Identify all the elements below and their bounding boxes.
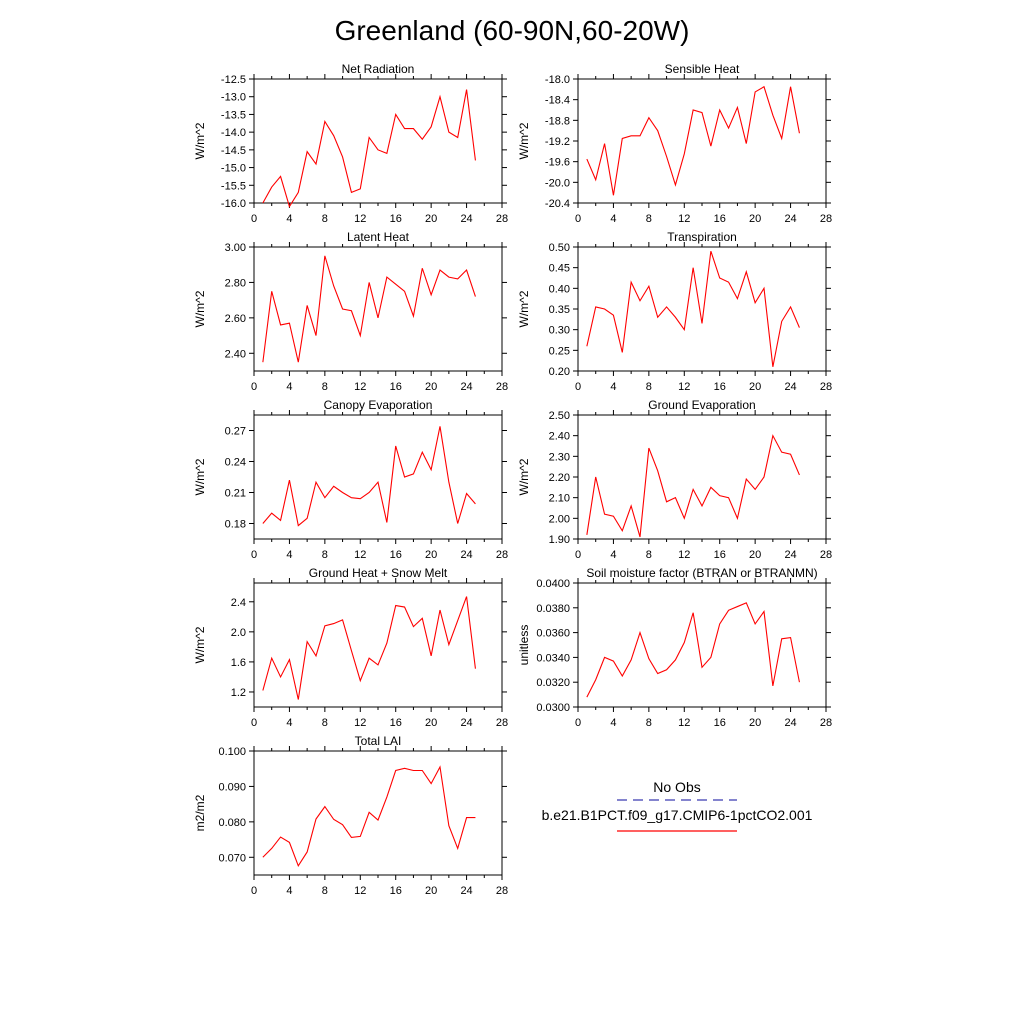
x-tick-label: 16 <box>389 381 402 393</box>
x-tick-label: 24 <box>460 885 473 897</box>
y-tick-label: 0.090 <box>218 781 246 794</box>
panel-transpiration <box>517 230 832 393</box>
y-tick-label: -19.6 <box>544 156 570 169</box>
x-tick-label: 28 <box>495 381 509 393</box>
x-tick-label: 28 <box>819 213 833 225</box>
x-tick-label: 12 <box>354 213 367 225</box>
y-tick-label: -15.0 <box>220 162 246 175</box>
y-tick-label: 2.4 <box>230 596 246 609</box>
y-tick-label: -14.0 <box>220 127 246 140</box>
x-tick-label: 4 <box>610 213 617 225</box>
x-tick-label: 20 <box>425 381 438 393</box>
x-tick-label: 4 <box>286 549 293 561</box>
y-tick-label: 2.0 <box>230 626 246 639</box>
x-tick-label: 24 <box>784 717 797 729</box>
x-tick-label: 28 <box>819 381 833 393</box>
y-tick-label: 3.00 <box>224 242 246 254</box>
x-tick-label: 24 <box>784 381 797 393</box>
x-tick-label: 20 <box>749 213 762 225</box>
y-tick-label: -18.0 <box>544 74 570 86</box>
x-tick-label: 8 <box>321 549 328 561</box>
x-tick-label: 24 <box>460 717 473 729</box>
y-tick-label: -18.8 <box>544 115 570 128</box>
y-tick-label: -20.4 <box>544 198 570 210</box>
plot-frame <box>578 583 826 707</box>
y-axis-label: W/m^2 <box>517 122 531 160</box>
plot-frame <box>254 751 502 875</box>
panel-title: Canopy Evaporation <box>323 398 433 412</box>
y-tick-label: -12.5 <box>220 74 246 86</box>
x-tick-label: 16 <box>713 549 726 561</box>
y-axis-label: W/m^2 <box>517 458 531 496</box>
series-line <box>263 90 476 207</box>
x-tick-label: 28 <box>495 213 509 225</box>
x-tick-label: 8 <box>321 213 328 225</box>
y-axis-label: W/m^2 <box>517 290 531 328</box>
x-tick-label: 16 <box>389 549 402 561</box>
series-line <box>263 256 476 362</box>
y-tick-label: 0.45 <box>548 262 570 275</box>
panel-sensible-heat <box>517 62 832 225</box>
x-tick-label: 12 <box>678 381 691 393</box>
panel-total-lai <box>193 734 508 897</box>
y-tick-label: -13.0 <box>220 91 246 104</box>
x-tick-label: 8 <box>321 885 328 897</box>
y-tick-label: 0.50 <box>548 242 570 254</box>
panel-title: Ground Evaporation <box>648 398 756 412</box>
series-line <box>587 436 800 537</box>
y-tick-label: 0.070 <box>218 852 246 865</box>
y-tick-label: 0.25 <box>548 345 570 358</box>
x-tick-label: 8 <box>645 717 652 729</box>
x-tick-label: 8 <box>645 381 652 393</box>
legend <box>542 779 813 831</box>
panel-title: Sensible Heat <box>664 62 740 76</box>
x-tick-label: 20 <box>749 381 762 393</box>
x-tick-label: 4 <box>610 549 617 561</box>
y-tick-label: 0.0360 <box>536 627 570 640</box>
x-tick-label: 8 <box>645 213 652 225</box>
x-tick-label: 16 <box>389 885 402 897</box>
series-line <box>263 597 476 700</box>
x-tick-label: 28 <box>495 717 509 729</box>
x-tick-label: 20 <box>749 549 762 561</box>
panel-ground-heat-snow-melt <box>193 566 508 729</box>
x-tick-label: 0 <box>250 381 258 393</box>
x-tick-label: 28 <box>819 717 833 729</box>
main-title: Greenland (60-90N,60-20W) <box>334 15 690 46</box>
panel-latent-heat <box>193 230 508 393</box>
y-tick-label: 0.0380 <box>536 602 570 615</box>
y-axis-label: W/m^2 <box>193 290 207 328</box>
x-tick-label: 28 <box>495 885 509 897</box>
plot-frame <box>254 247 502 371</box>
y-tick-label: 2.30 <box>548 451 570 464</box>
y-tick-label: 0.30 <box>548 324 570 337</box>
y-tick-label: 0.0400 <box>536 578 570 590</box>
x-tick-label: 0 <box>574 549 582 561</box>
y-tick-label: 0.24 <box>224 456 246 469</box>
x-tick-label: 12 <box>354 717 367 729</box>
x-tick-label: 0 <box>574 381 582 393</box>
y-tick-label: 0.35 <box>548 304 570 316</box>
y-tick-label: 0.40 <box>548 283 570 296</box>
series-line <box>587 603 800 697</box>
panel-canopy-evaporation <box>193 398 508 561</box>
y-tick-label: -20.0 <box>544 177 570 190</box>
chart-panels <box>193 62 832 897</box>
x-tick-label: 12 <box>354 885 367 897</box>
y-axis-label: W/m^2 <box>193 122 207 160</box>
x-tick-label: 4 <box>610 381 617 393</box>
y-axis-label: m2/m2 <box>193 794 207 832</box>
x-tick-label: 28 <box>819 549 833 561</box>
y-tick-label: -14.5 <box>220 144 246 157</box>
legend-label-no-obs: No Obs <box>653 779 701 795</box>
x-tick-label: 4 <box>286 885 293 897</box>
panel-title: Ground Heat + Snow Melt <box>308 566 448 580</box>
y-tick-label: -18.4 <box>544 94 570 107</box>
y-tick-label: 2.80 <box>224 277 246 290</box>
y-tick-label: 2.50 <box>548 410 570 422</box>
y-tick-label: 0.20 <box>548 366 570 378</box>
x-tick-label: 24 <box>460 213 473 225</box>
y-tick-label: 0.080 <box>218 816 246 829</box>
x-tick-label: 4 <box>286 717 293 729</box>
x-tick-label: 4 <box>610 717 617 729</box>
x-tick-label: 12 <box>354 549 367 561</box>
y-tick-label: 0.21 <box>224 487 246 500</box>
x-tick-label: 24 <box>460 549 473 561</box>
y-tick-label: 1.6 <box>230 656 246 669</box>
x-tick-label: 24 <box>460 381 473 393</box>
x-tick-label: 0 <box>574 717 582 729</box>
series-line <box>587 87 800 196</box>
y-tick-label: -16.0 <box>220 198 246 210</box>
y-axis-label: W/m^2 <box>193 626 207 664</box>
y-tick-label: 0.0320 <box>536 677 570 690</box>
x-tick-label: 24 <box>784 213 797 225</box>
x-tick-label: 16 <box>713 717 726 729</box>
y-tick-label: -13.5 <box>220 109 246 122</box>
y-tick-label: 2.60 <box>224 312 246 325</box>
x-tick-label: 12 <box>678 213 691 225</box>
plot-frame <box>254 415 502 539</box>
y-tick-label: -15.5 <box>220 180 246 193</box>
y-tick-label: 2.40 <box>548 430 570 443</box>
panel-title: Soil moisture factor (BTRAN or BTRANMN) <box>586 566 818 580</box>
series-line <box>587 251 800 367</box>
x-tick-label: 8 <box>321 717 328 729</box>
x-tick-label: 8 <box>645 549 652 561</box>
panel-title: Transpiration <box>667 230 737 244</box>
x-tick-label: 8 <box>321 381 328 393</box>
panel-soil-moisture-factor-btran-or-btranmn <box>517 566 832 729</box>
y-tick-label: 0.0300 <box>536 702 570 714</box>
series-line <box>263 426 476 525</box>
x-tick-label: 12 <box>678 717 691 729</box>
y-tick-label: 0.27 <box>224 425 246 438</box>
panel-net-radiation <box>193 62 508 225</box>
x-tick-label: 16 <box>713 213 726 225</box>
y-tick-label: 2.10 <box>548 492 570 505</box>
x-tick-label: 4 <box>286 381 293 393</box>
x-tick-label: 0 <box>250 213 258 225</box>
x-tick-label: 0 <box>250 885 258 897</box>
y-tick-label: 2.20 <box>548 472 570 484</box>
y-tick-label: 0.18 <box>224 518 246 531</box>
y-tick-label: -19.2 <box>544 136 570 148</box>
legend-label-model: b.e21.B1PCT.f09_g17.CMIP6-1pctCO2.001 <box>541 807 813 823</box>
x-tick-label: 20 <box>749 717 762 729</box>
plot-frame <box>578 415 826 539</box>
y-tick-label: 1.90 <box>548 534 570 546</box>
x-tick-label: 0 <box>574 213 582 225</box>
x-tick-label: 24 <box>784 549 797 561</box>
x-tick-label: 20 <box>425 885 438 897</box>
x-tick-label: 12 <box>354 381 367 393</box>
y-axis-label: W/m^2 <box>193 458 207 496</box>
x-tick-label: 16 <box>389 717 402 729</box>
x-tick-label: 4 <box>286 213 293 225</box>
x-tick-label: 20 <box>425 213 438 225</box>
panel-title: Total LAI <box>354 734 402 748</box>
panel-ground-evaporation <box>517 398 832 561</box>
y-tick-label: 2.00 <box>548 513 570 526</box>
x-tick-label: 28 <box>495 549 509 561</box>
panel-title: Latent Heat <box>346 230 410 244</box>
y-axis-label: unitless <box>517 624 531 666</box>
x-tick-label: 12 <box>678 549 691 561</box>
panel-title: Net Radiation <box>341 62 415 76</box>
x-tick-label: 0 <box>250 549 258 561</box>
x-tick-label: 16 <box>713 381 726 393</box>
y-tick-label: 0.0340 <box>536 652 570 665</box>
y-tick-label: 1.2 <box>230 686 246 699</box>
x-tick-label: 0 <box>250 717 258 729</box>
x-tick-label: 16 <box>389 213 402 225</box>
x-tick-label: 20 <box>425 549 438 561</box>
x-tick-label: 20 <box>425 717 438 729</box>
y-tick-label: 0.100 <box>218 746 246 758</box>
y-tick-label: 2.40 <box>224 348 246 361</box>
series-line <box>263 767 476 866</box>
